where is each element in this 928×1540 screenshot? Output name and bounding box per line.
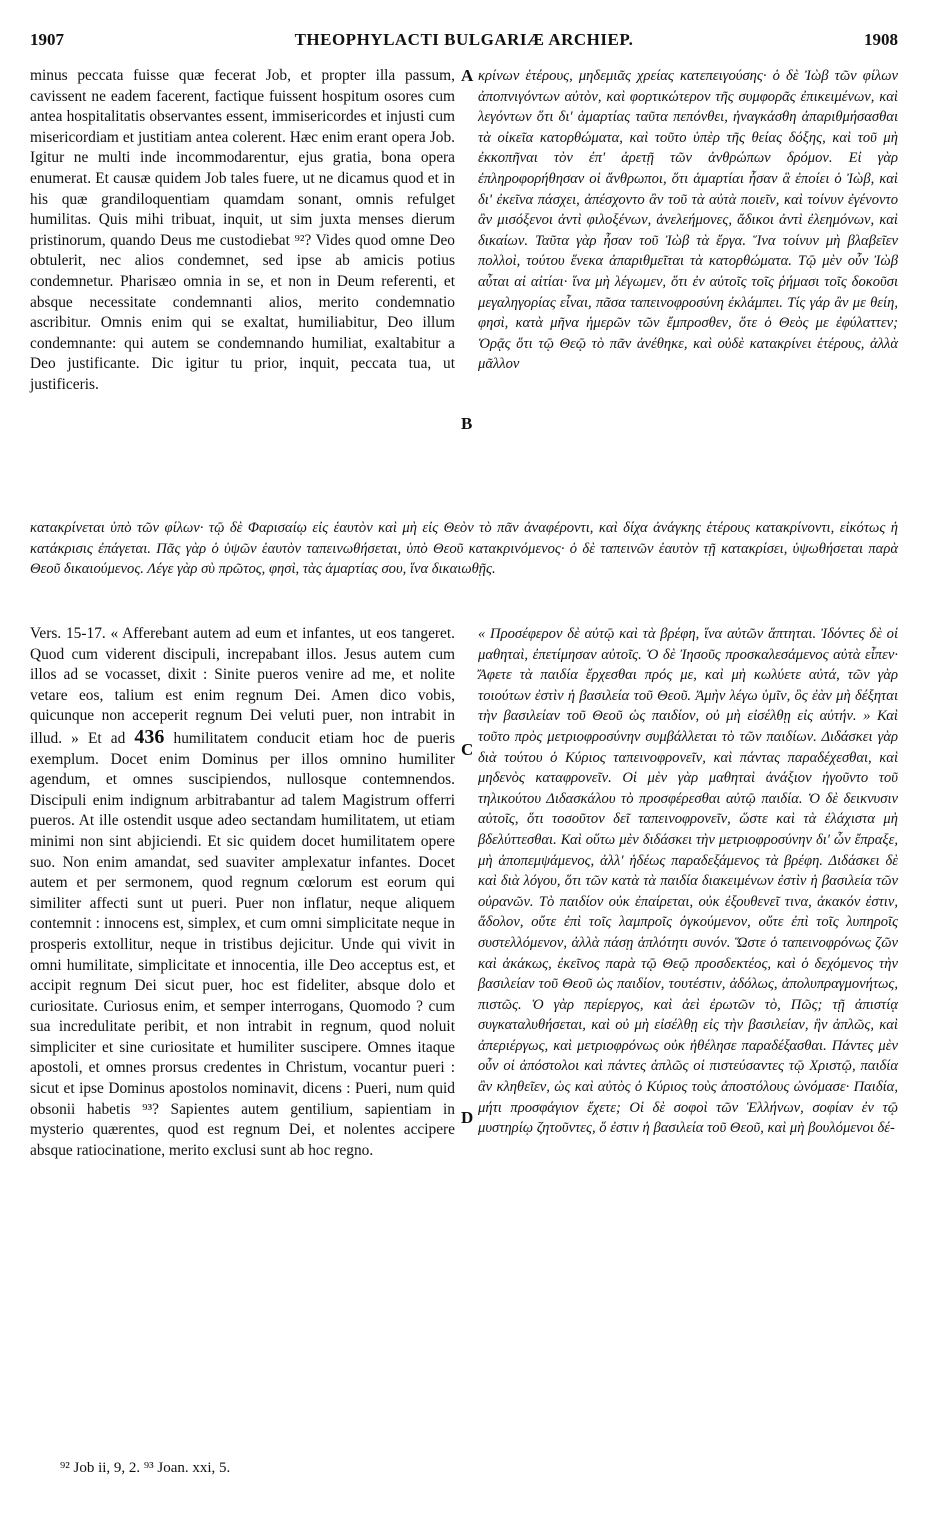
running-title: THEOPHYLACTI BULGARIÆ ARCHIEP. xyxy=(294,30,634,49)
footnotes: ⁹² Job ii, 9, 2. ⁹³ Joan. xxi, 5. xyxy=(60,1460,231,1476)
greek-column-top xyxy=(478,66,898,375)
margin-marker-c: C xyxy=(461,740,474,759)
margin-marker-d: D xyxy=(461,1108,474,1127)
latin-text-part-2: humilitatem conducit etiam hoc de pueris exemplum. Docet enim Dominus per illos omnino humiliter agendum, et omnes suscipiendos, nullosque contemnendos. Discipuli enim indignum arbitrabantur ad talem Magistrum offerri pueros. At ille ostendit usque adeo sectandam humilitatem, ut etiam minimi non sint abjiciendi. Et sic quidem docet humilitatem opere suo. Non enim amandat, sed suaviter amplexatur infantes. Docet autem et per sermonem, quod regnum cœlorum est eorum qui similiter affecti sunt ut pueri. Puer non inflatur, neque aliquem contemnit : innocens est, simplex, et cum omni simplicitate neque in prosperis extollitur, neque in tristibus dejicitur. Unde qui vivit in omni humilitate, simplicitate et innocentia, ille Deo acceptus est, et accipit regnum Dei sicut puer, hoc est fideliter, absque dolo et curiositate. Curiosus enim, et semper interrogans, Quomodo ? cum sua incredulitate peribit, et non intrabit in regnum, quod noluit simpliciter et sine curiositate et humiliter suscipere. Omnes itaque apostoli, et omnes prorsus credentes in Christum, vocantur pueri : sicut et ipse Dominus apostolos nominavit, dicens : Pueri, num quid obsonii habetis ⁹³? Sapientes autem gentilium, sapientiam in mysterio quærentes, quod est regnum Dei, et nolentes accipere absque ratiocinatione, merito exclusi sunt ab hoc regno. xyxy=(30,729,455,1159)
page-number-left: 1907 xyxy=(30,30,64,49)
reference-number: 436 xyxy=(134,725,165,748)
latin-paragraph-bottom xyxy=(30,624,455,1161)
greek-paragraph-bottom: « Προσέφερον δὲ αὐτῷ καὶ τὰ βρέφη, ἵνα αὐτῶν ἅπτηται. Ἰδόντες δὲ οἱ μαθηταὶ, ἐπετίμησαν αὐτοῖς. Ὁ δὲ Ἰησοῦς προσκαλεσάμενος αὐτὰ εἶπεν· Ἄφετε τὰ παιδία ἔρχεσθαι πρός με, καὶ μὴ κωλύετε αὐτά, τῶν γὰρ τοιούτων ἐστὶν ἡ βασιλεία τοῦ Θεοῦ. Ἀμὴν λέγω ὑμῖν, ὃς ἐὰν μὴ δέξηται τὴν βασιλείαν τοῦ Θεοῦ ὡς παιδίον, οὐ μὴ εἰσέλθῃ εἰς αὐτήν. » Καὶ τοῦτο πρὸς μετριοφροσύνην συμβάλλεται τὸ τῶν παιδίων. Διδάσκει γὰρ διὰ τούτου ὁ Κύριος ταπεινοφρονεῖν, καὶ πάντας παραδέχεσθαι, καὶ μηδενὸς καταφρονεῖν. Οἱ μὲν γὰρ μαθηταὶ ἀνάξιον ἡγοῦντο τοῦ τηλικούτου Διδασκάλου τὸ προσφέρεσθαι αὐτῷ παιδία. Ὁ δὲ δεικνυσιν αὐτοῖς, ὅτι τοσοῦτον δεῖ ταπεινοφρονεῖν, ὥστε καὶ τὰ ἐλάχιστα μὴ βδελύττεσθαι. Καὶ οὕτω μὲν διδάσκει τὴν μετριοφροσύνην δι' ὧν ἔπραξε, μὴ ἀποπεμψάμενος, ἀλλ' ἡδέως παραδεξάμενος τὰ βρέφη. Διδάσκει δὲ καὶ διὰ λόγου, ὅτι τῶν κατὰ τὰ παιδία διακειμένων ἐστὶν ἡ βασιλεία τῶν οὐρανῶν. Τὸ παιδίον οὐκ ἐπαίρεται, οὐκ ἐξουθενεῖ τινα, ἀκακόν ἐστιν, ἄδολον, οὔτε ἐπὶ τοῖς λαμπροῖς ὀγκούμενον, οὔτε ἐπὶ τοῖς λυπηροῖς συστελλόμενον, ἀλλὰ πάσῃ ἁπλότητι συνόν. Ὥστε ὁ ταπεινοφρόνως ζῶν καὶ ἀκάκως, ἐκεῖνος παρὰ τῷ Θεῷ προσδεκτέος, καὶ ὁ δεχόμενος τὴν βασιλείαν τοῦ Θεοῦ ὡς παιδίον, τουτέστιν, ἀδόλως, ἀπολυπραγμονήτως, πιστῶς. Ὁ γὰρ περίεργος, καὶ ἀεὶ ἐρωτῶν τὸ, Πῶς; τῇ ἀπιστίᾳ συγκαταλυθήσεται, καὶ οὐ μὴ εἰσέλθῃ εἰς τὴν βασιλείαν, ἣν ἁπλῶς, καὶ ἀπεριέργως, καὶ μετριοφρόνως οὐκ ἠθέλησε παραδέξασθαι. Πάντες μὲν οὖν οἱ ἀπόστολοι καὶ πάντες ἁπλῶς οἱ πιστεύσαντες τῷ Χριστῷ, παιδία ἂν κληθεῖεν, ὡς καὶ αὐτὸς ὁ Κύριος τοὺς ἀποστόλους ὠνόμασε· Παιδία, μήτι προσφάγιον ἔχετε; Οἱ δὲ σοφοὶ τῶν Ἑλλήνων, σοφίαν ἐν τῷ μυστηρίῳ ζητοῦντες, ὅ ἐστιν ἡ βασιλεία τοῦ Θεοῦ, καὶ μὴ βουλόμενοι δέ- xyxy=(478,626,898,1137)
latin-paragraph-top: minus peccata fuisse quæ fecerat Job, et propter illa passum, cavissent ne eadem facerent, factique fuissent hospitum osores cum antea hospitalitatis observantes essent, immisericordes et injusti cum misericordiam et justitiam antea colerent. Hæc enim erant opera Job. Igitur ne multi inde incommodarentur, ejus gratia, bona opera enumerat. Et causæ quidem Job tales fuere, ut ne dicamus quod et in his quæ grandiloquentiam quamdam sonant, omnis refulget humilitas. Quis mihi tribuat, inquit, ut sim juxta menses dierum pristinorum, quando Deus me custodiebat ⁹²? Vides quod omne Deo obtulerit, nec alios condemnet, sed ipse ab amicis potius condemnetur. Pharisæo omnia in se, et non in Deum referenti, et absque necessitate condemnanti alios, merito condemnatio ascribitur. Omnis enim qui se exaltat, humiliabitur, Deo illum condemnante: qui autem se condemnando humiliat, exaltabitur a Deo justificante. Dic igitur tu prior, inquit, peccata tua, ut justificeris. xyxy=(30,67,455,393)
greek-full-width xyxy=(30,518,898,580)
latin-text-part-1: Vers. 15-17. « Afferebant autem ad eum et infantes, ut eos tangeret. Quod cum viderent discipuli, increpabant illos. Jesus autem cum illos ad se vocasset, dixit : Sinite pueros venire ad me, et nolite vetare eos, talium est enim regnum Dei. Amen dico vobis, quicunque non acceperit regnum Dei veluti puer, non intrabit in illud. » Et ad xyxy=(30,625,455,747)
margin-marker-a: A xyxy=(461,66,474,85)
margin-marker-b: B xyxy=(461,414,473,433)
page-header xyxy=(30,30,898,56)
greek-paragraph-top: κρίνων ἑτέρους, μηδεμιᾶς χρείας κατεπειγούσης· ὁ δὲ Ἰὼβ τῶν φίλων ἀποπνιγόντων αὐτὸν, καὶ φορτικώτερον τῆς συμφορᾶς ἐπικειμένων, καὶ λεγόντων ὅτι δι' ἁμαρτίας ταῦτα πεπόνθει, ἠναγκάσθη ἀπαριθμήσασθαι τὰ οἰκεῖα κατορθώματα, καὶ τοῦτο ὑπὲρ τῆς θείας δόξης, καὶ τοῦ μὴ ἐκκοπῆναι τὸν ἐπ' ἀρετῇ τῶν ἀνθρώπων δρόμον. Εἰ γὰρ ἐπληροφορήθησαν οἱ ἄνθρωποι, ὅτι ἁμαρτίαι ἦσαν ἃ ἐποίει ὁ Ἰὼβ, καὶ δι' ἐκεῖνα πάσχει, ἀπέσχοντο ἂν τοῦ τὰ αὐτὰ ποιεῖν, καὶ τοίνυν ἐγένοντο ἂν μισόξενοι ἀντὶ φιλοξένων, ἀνελεήμονες, ἄδικοι ἀντὶ ἐλεημόνων, καὶ δικαίων. Ταῦτα γὰρ ἦσαν τοῦ Ἰὼβ τὰ ἔργα. Ἵνα τοίνυν μὴ βλαβεῖεν πολλοὶ, τούτου ἕνεκα ἀπαριθμεῖται τὰ κατορθώματα. Τῷ μὲν οὖν Ἰὼβ αὗται αἱ αἰτίαι· ἵνα μὴ λέγωμεν, ὅτι ἐν αὐτοῖς τοῖς ῥήμασι τοῖς δοκοῦσι μεγαληγορίας εἶναι, πᾶσα ταπεινοφροσύνη ἐκλάμπει. Τίς γάρ ἂν με θείη, φησὶ, κατὰ μῆνα ἡμερῶν τῶν ἔμπροσθεν, ὅτε ὁ Θεὸς με ἐφύλαττεν; Ὁρᾷς ὅτι τῷ Θεῷ τὸ πᾶν ἀνέθηκε, καὶ οὐδὲ κατακρίνει ἑτέρους, ἀλλὰ μᾶλλον xyxy=(478,68,898,373)
greek-column-bottom xyxy=(478,624,898,1139)
latin-column-top xyxy=(30,66,455,396)
greek-paragraph-full: κατακρίνεται ὑπὸ τῶν φίλων· τῷ δὲ Φαρισαίῳ εἰς ἑαυτὸν καὶ μὴ εἰς Θεὸν τὸ πᾶν ἀναφέροντι, καὶ δίχα ἀνάγκης ἑτέρους κατακρίνοντι, εἰκότως ἡ κατάκρισις ἐπάγεται. Πᾶς γὰρ ὁ ὑψῶν ἑαυτὸν ταπεινωθήσεται, ὑπὸ Θεοῦ κατακρινόμενος· ὁ δὲ ταπεινῶν ἑαυτὸν τῇ κατακρίσει, ὑψωθήσεται παρὰ Θεοῦ δικαιούμενος. Λέγε γὰρ σὺ πρῶτος, φησὶ, τὰς ἁμαρτίας σου, ἵνα δικαιωθῇς. xyxy=(30,520,898,578)
latin-column-bottom xyxy=(30,624,455,1161)
page-number-right: 1908 xyxy=(864,30,898,49)
